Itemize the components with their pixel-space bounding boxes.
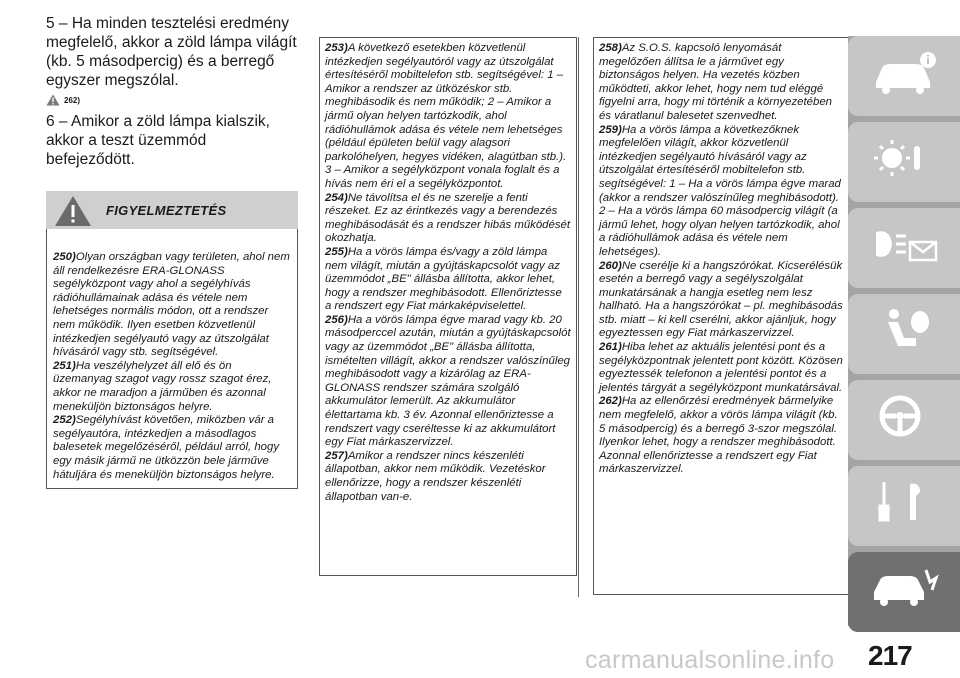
item-number: 259) [599,123,622,136]
item-number: 261) [599,341,622,354]
tab-seat-airbag[interactable] [848,294,960,374]
step-6-text: 6 – Amikor a zöld lámpa kialszik, akkor a teszt üzemmód befejeződött. [46,113,270,168]
item-text: Segélyhívást követően, miközben vár a segélyautóra, intézkedjen a másodlagos balesetek megelőzéséről, például arról, hogy egy másik jármű ne ütközzön bele járműve hátuljára és meneküljön biztonságos helyre. [53,414,280,481]
warning-item-260 [599,260,843,342]
page-number: 217 [868,640,912,671]
item-text: Ha a vörös lámpa égve marad vagy kb. 20 másodperccel azután, miután a gyújtáskapcsolót vagy az üzemmódot „BE" állásba állította, ismételten villágít, akkor a rendszer valószínűleg meghibásodott vagy a kizárólag az ERA-GLONASS rendszer számára szolgáló akkumulátor lemerült. Az akkumulátor élettartama kb. 3 év. Azonnal ellenőriztesse a rendszert vagy cseréltesse ki az akkumulátort egy Fiat márkaszervizzel. [325,313,571,449]
car-info-icon [870,46,940,98]
tab-emergency-active[interactable] [848,552,960,632]
headlight-mail-icon [870,218,940,270]
tab-car-info[interactable] [848,36,960,116]
warning-triangle-icon [54,195,92,227]
warning-item-252 [53,414,291,482]
right-warning-box [593,37,849,595]
column-divider [578,37,579,597]
warning-title: FIGYELMEZTETÉS [106,202,227,218]
item-number: 258) [599,42,622,54]
tab-headlight-mail[interactable] [848,208,960,288]
tab-tools[interactable] [848,466,960,546]
tab-steering-wheel[interactable] [848,380,960,460]
warning-triangle-small-icon [46,94,60,106]
item-text: Hiba lehet az aktuális jelentési pont és a segélyközpontnak jelentett pont között. Közösen egyeztessék telefonon a jelentési pontot és a jelentés tárgyát a segélyközpont munkatársával. [599,341,843,394]
warning-item-254 [325,192,571,246]
item-number: 260) [599,259,622,272]
seat-airbag-icon [870,304,940,356]
item-number: 250) [53,251,76,263]
watermark: carmanualsonline.info [585,646,835,674]
item-number: 251) [53,359,76,372]
reference-note [46,94,298,106]
item-text: Amikor a rendszer nincs készenléti állapotban, akkor nem működik. Vezetéskor ellenőrizze, hogy a rendszer készenléti állapotban van-e. [325,449,546,503]
dashboard-lights-icon [870,132,940,184]
warning-item-250 [53,251,291,360]
intro-section [46,14,298,169]
item-text: Ne cserélje ki a hangszórókat. Kicserélésük esetén a berregő vagy a segélyszolgálat munkatársának a hangja esetleg nem lesz hallható. Ha a hangszórókat – pl. meghibásodás stb. miatt – ki kell cserélni, akkor ajánljuk, hogy egyeztessen egy Fiat márkaszervizzel. [599,259,843,340]
warning-item-262 [599,395,843,477]
middle-warning-box [319,37,577,576]
tools-icon [870,476,940,528]
item-text: A következő esetekben közvetlenül intézkedjen segélyautóról vagy az útszolgálat értesítéséről mobiltelefon stb. segítségével: 1 – Amikor a rendszer az ütközéskor stb. meghibásodik és nem működik; 2 – Amikor a jármű olyan helyen tartózkodik, ahol rádióhullámok adása és vétele nem lehetséges (például épületen belül vagy alagsori parkolóhelyen, hegyes vidéken, alagútban stb.). 3 – Amikor a segélyközpont vonala foglalt és a hívás nem éri el a segélyközpontot. [325,42,567,190]
item-text: Az S.O.S. kapcsoló lenyomását megelőzően állítsa le a járművet egy biztonságos helyen. Ha vezetés közben működteti, akkor lehet, hogy nem tud eléggé figyelni arra, hogy mi történik a környezetében és váratlanul balesetet szenvedhet. [599,42,832,122]
item-number: 257) [325,449,348,462]
chapter-sidebar [848,36,960,626]
reference-number: 262) [64,95,81,105]
warning-item-251 [53,360,291,414]
warning-item-255 [325,246,571,314]
item-text: Ha veszélyhelyzet áll elő és ön üzemanyag szagot vagy rossz szagot érez, akkor ne maradjon a járműben és azonnal meneküljön biztonságos helyre. [53,359,272,413]
warning-header [46,191,298,229]
emergency-crash-icon [870,562,940,614]
item-number: 262) [599,395,622,408]
warning-item-259 [599,124,843,260]
steering-wheel-icon [870,390,940,442]
item-number: 255) [325,245,348,258]
warning-item-257 [325,450,571,504]
tab-dashboard-lights[interactable] [848,122,960,202]
item-number: 256) [325,313,348,326]
item-text: Ha az ellenőrzési eredmények bármelyike nem megfelelő, akkor a vörös lámpa világít (kb. 5 másodpercig) és a berregő 3-szor megszólal. Ilyenkor lehet, hogy a rendszer meghibásodott. Azonnal ellenőriztesse a rendszert egy Fiat márkaszervizzel. [599,395,838,476]
item-number: 252) [53,414,76,427]
item-number: 253) [325,42,348,54]
left-column [46,14,298,489]
item-text: Ne távolítsa el és ne szerelje a fenti részeket. Ez az érintkezés vagy a berendezés meghibásodását és a rendszer hibás működését okozhatja. [325,191,571,245]
step-5-text: 5 – Ha minden tesztelési eredmény megfelelő, akkor a zöld lámpa világít (kb. 5 másodpercig) és a berregő egyszer megszólal. [46,15,297,89]
warning-item-256 [325,314,571,450]
warning-box [46,229,298,489]
item-text: Ha a vörös lámpa és/vagy a zöld lámpa nem világít, miután a gyújtáskapcsolót vagy az üzemmódot „BE" állásba állította, akkor lehet, hogy a rendszer meghibásodott. Ellenőriztesse a rendszert egy Fiat márkaképviselettel. [325,245,562,313]
warning-item-258 [599,42,843,124]
item-number: 254) [325,191,348,204]
warning-item-261 [599,341,843,395]
warning-item-253 [325,42,571,192]
item-text: Ha a vörös lámpa a következőknek megfelelően világít, akkor közvetlenül intézkedjen segélyautó hívásáról vagy az útszolgálat értesítéséről mobiltelefon stb. segítségével: 1 – Ha a vörös lámpa égve marad (akkor a rendszer valószínűleg meghibásodott). 2 – Ha a vörös lámpa 60 másodpercig világít (a jármű lehet, hogy olyan helyen tartózkodik, ahol a rádióhullámok adása és vétele nem lehetséges). [599,123,841,258]
item-text: Olyan országban vagy területen, ahol nem áll rendelkezésre ERA-GLONASS segélyközpont vagy ahol a segélyhívás rádióhullámainak adása és vétele nem lehetséges normális módon, ott a rendszer nem működik. Ilyen esetben közvetlenül intézkedjen segélyautó vagy az útszolgálat hívásáról vagy stb. segítségével. [53,251,290,359]
